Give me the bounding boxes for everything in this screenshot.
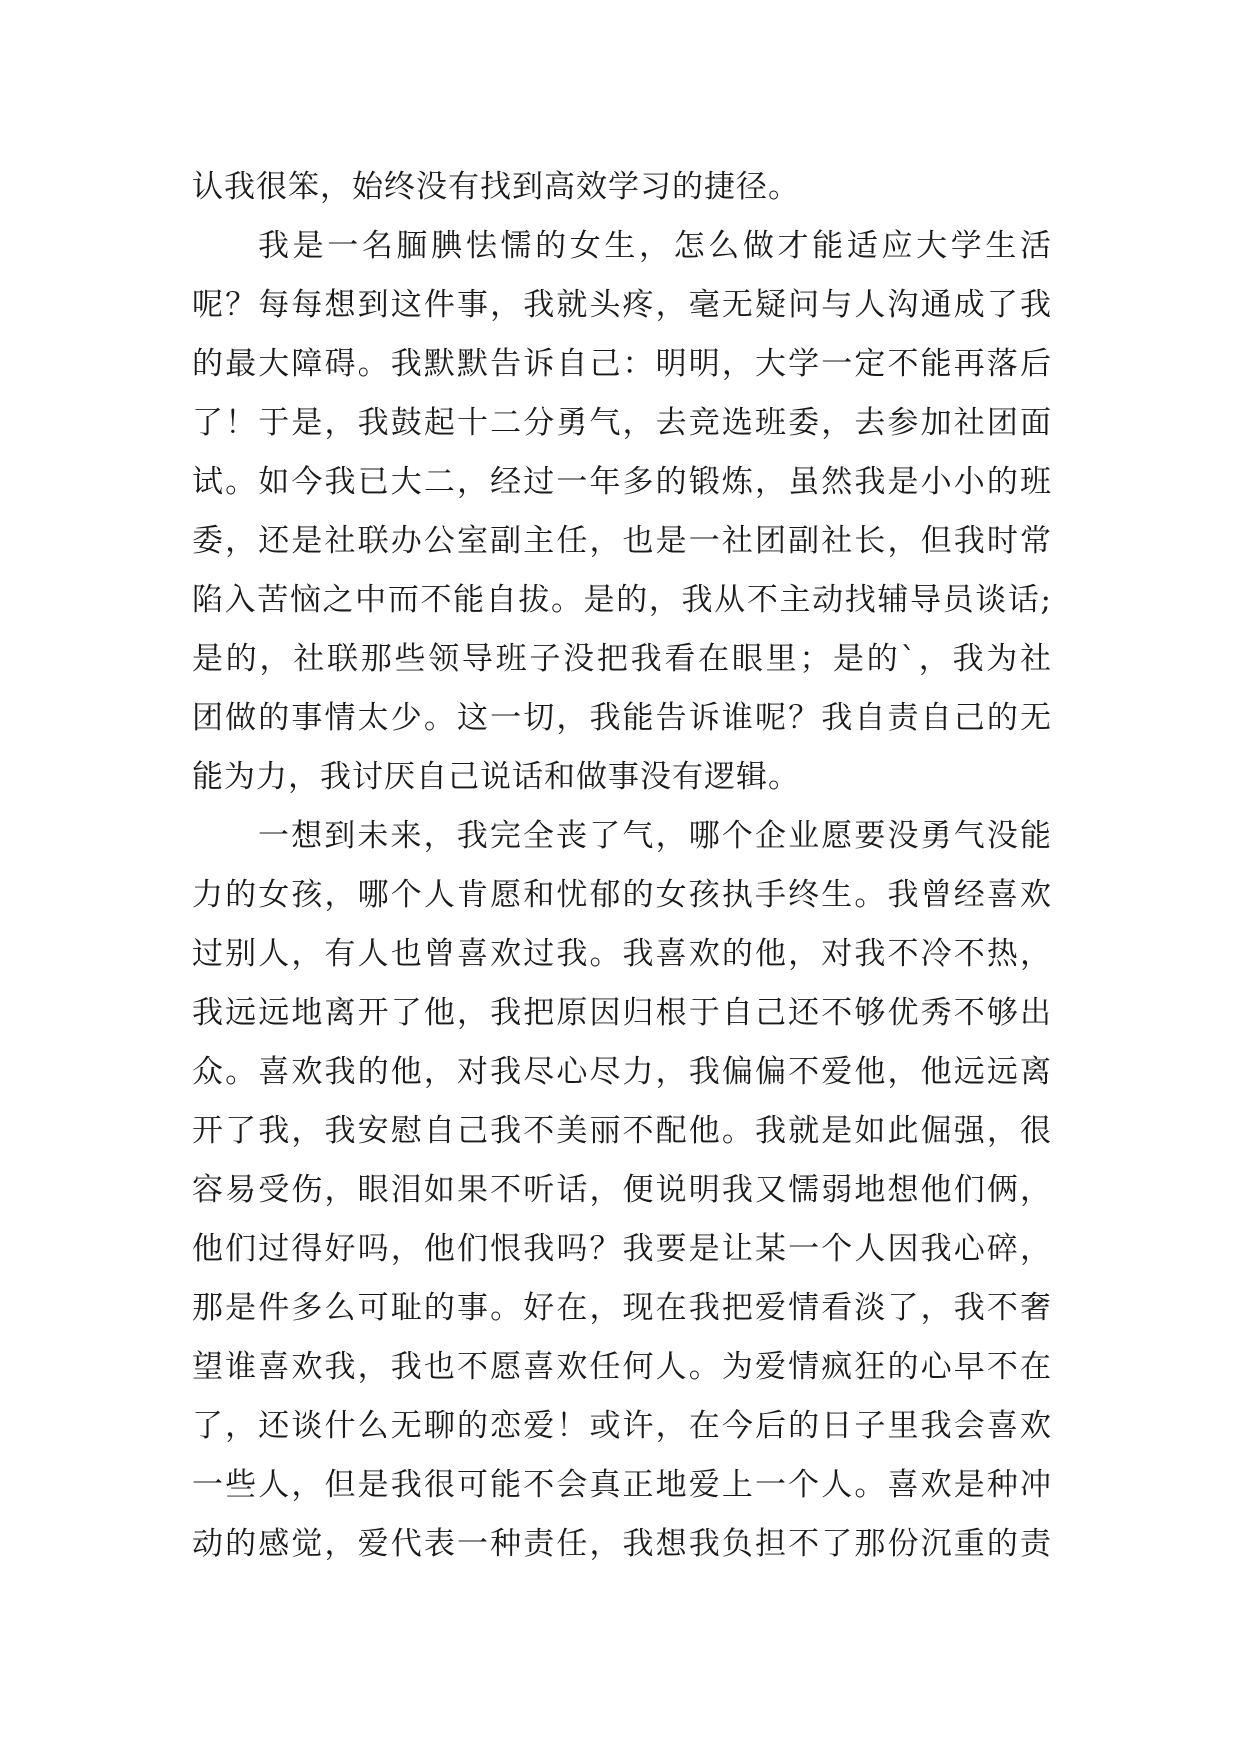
text-line: 过别人，有人也曾喜欢过我。我喜欢的他，对我不冷不热， <box>192 936 1052 972</box>
text-line: 呢？每每想到这件事，我就头疼，毫无疑问与人沟通成了我 <box>192 287 1052 323</box>
text-line: 了！于是，我鼓起十二分勇气，去竞选班委，去参加社团面 <box>192 405 1052 441</box>
text-line: 容易受伤，眼泪如果不听话，便说明我又懦弱地想他们俩， <box>192 1172 1052 1208</box>
body-text <box>192 158 1052 1574</box>
text-line: 他们过得好吗，他们恨我吗？我要是让某一个人因我心碎， <box>192 1231 1052 1267</box>
text-line: 委，还是社联办公室副主任，也是一社团副社长，但我时常 <box>192 523 1052 559</box>
text-line: 陷入苦恼之中而不能自拔。是的，我从不主动找辅导员谈话; <box>192 582 1052 618</box>
text-line: 动的感觉，爱代表一种责任，我想我负担不了那份沉重的责 <box>192 1526 1052 1562</box>
text-line: 一想到未来，我完全丧了气，哪个企业愿要没勇气没能 <box>258 818 1052 854</box>
text-line: 能为力，我讨厌自己说话和做事没有逻辑。 <box>192 759 800 795</box>
text-line: 试。如今我已大二，经过一年多的锻炼，虽然我是小小的班 <box>192 464 1052 500</box>
text-line: 的最大障碍。我默默告诉自己：明明，大学一定不能再落后 <box>192 346 1052 382</box>
text-line: 开了我，我安慰自己我不美丽不配他。我就是如此倔强，很 <box>192 1113 1052 1149</box>
text-line: 了，还谈什么无聊的恋爱！或许，在今后的日子里我会喜欢 <box>192 1408 1052 1444</box>
text-line: 望谁喜欢我，我也不愿喜欢任何人。为爱情疯狂的心早不在 <box>192 1349 1052 1385</box>
text-line: 那是件多么可耻的事。好在，现在我把爱情看淡了，我不奢 <box>192 1290 1052 1326</box>
text-line: 认我很笨，始终没有找到高效学习的捷径。 <box>192 169 800 205</box>
text-line: 我是一名腼腆怯懦的女生，怎么做才能适应大学生活 <box>258 228 1052 264</box>
text-line: 团做的事情太少。这一切，我能告诉谁呢？我自责自己的无 <box>192 700 1052 736</box>
text-line: 力的女孩，哪个人肯愿和忧郁的女孩执手终生。我曾经喜欢 <box>192 877 1052 913</box>
text-line: 一些人，但是我很可能不会真正地爱上一个人。喜欢是种冲 <box>192 1467 1052 1503</box>
text-line: 我远远地离开了他，我把原因归根于自己还不够优秀不够出 <box>192 995 1052 1031</box>
text-line: 是的，社联那些领导班子没把我看在眼里；是的`，我为社 <box>192 641 1052 677</box>
text-line: 众。喜欢我的他，对我尽心尽力，我偏偏不爱他，他远远离 <box>192 1054 1052 1090</box>
